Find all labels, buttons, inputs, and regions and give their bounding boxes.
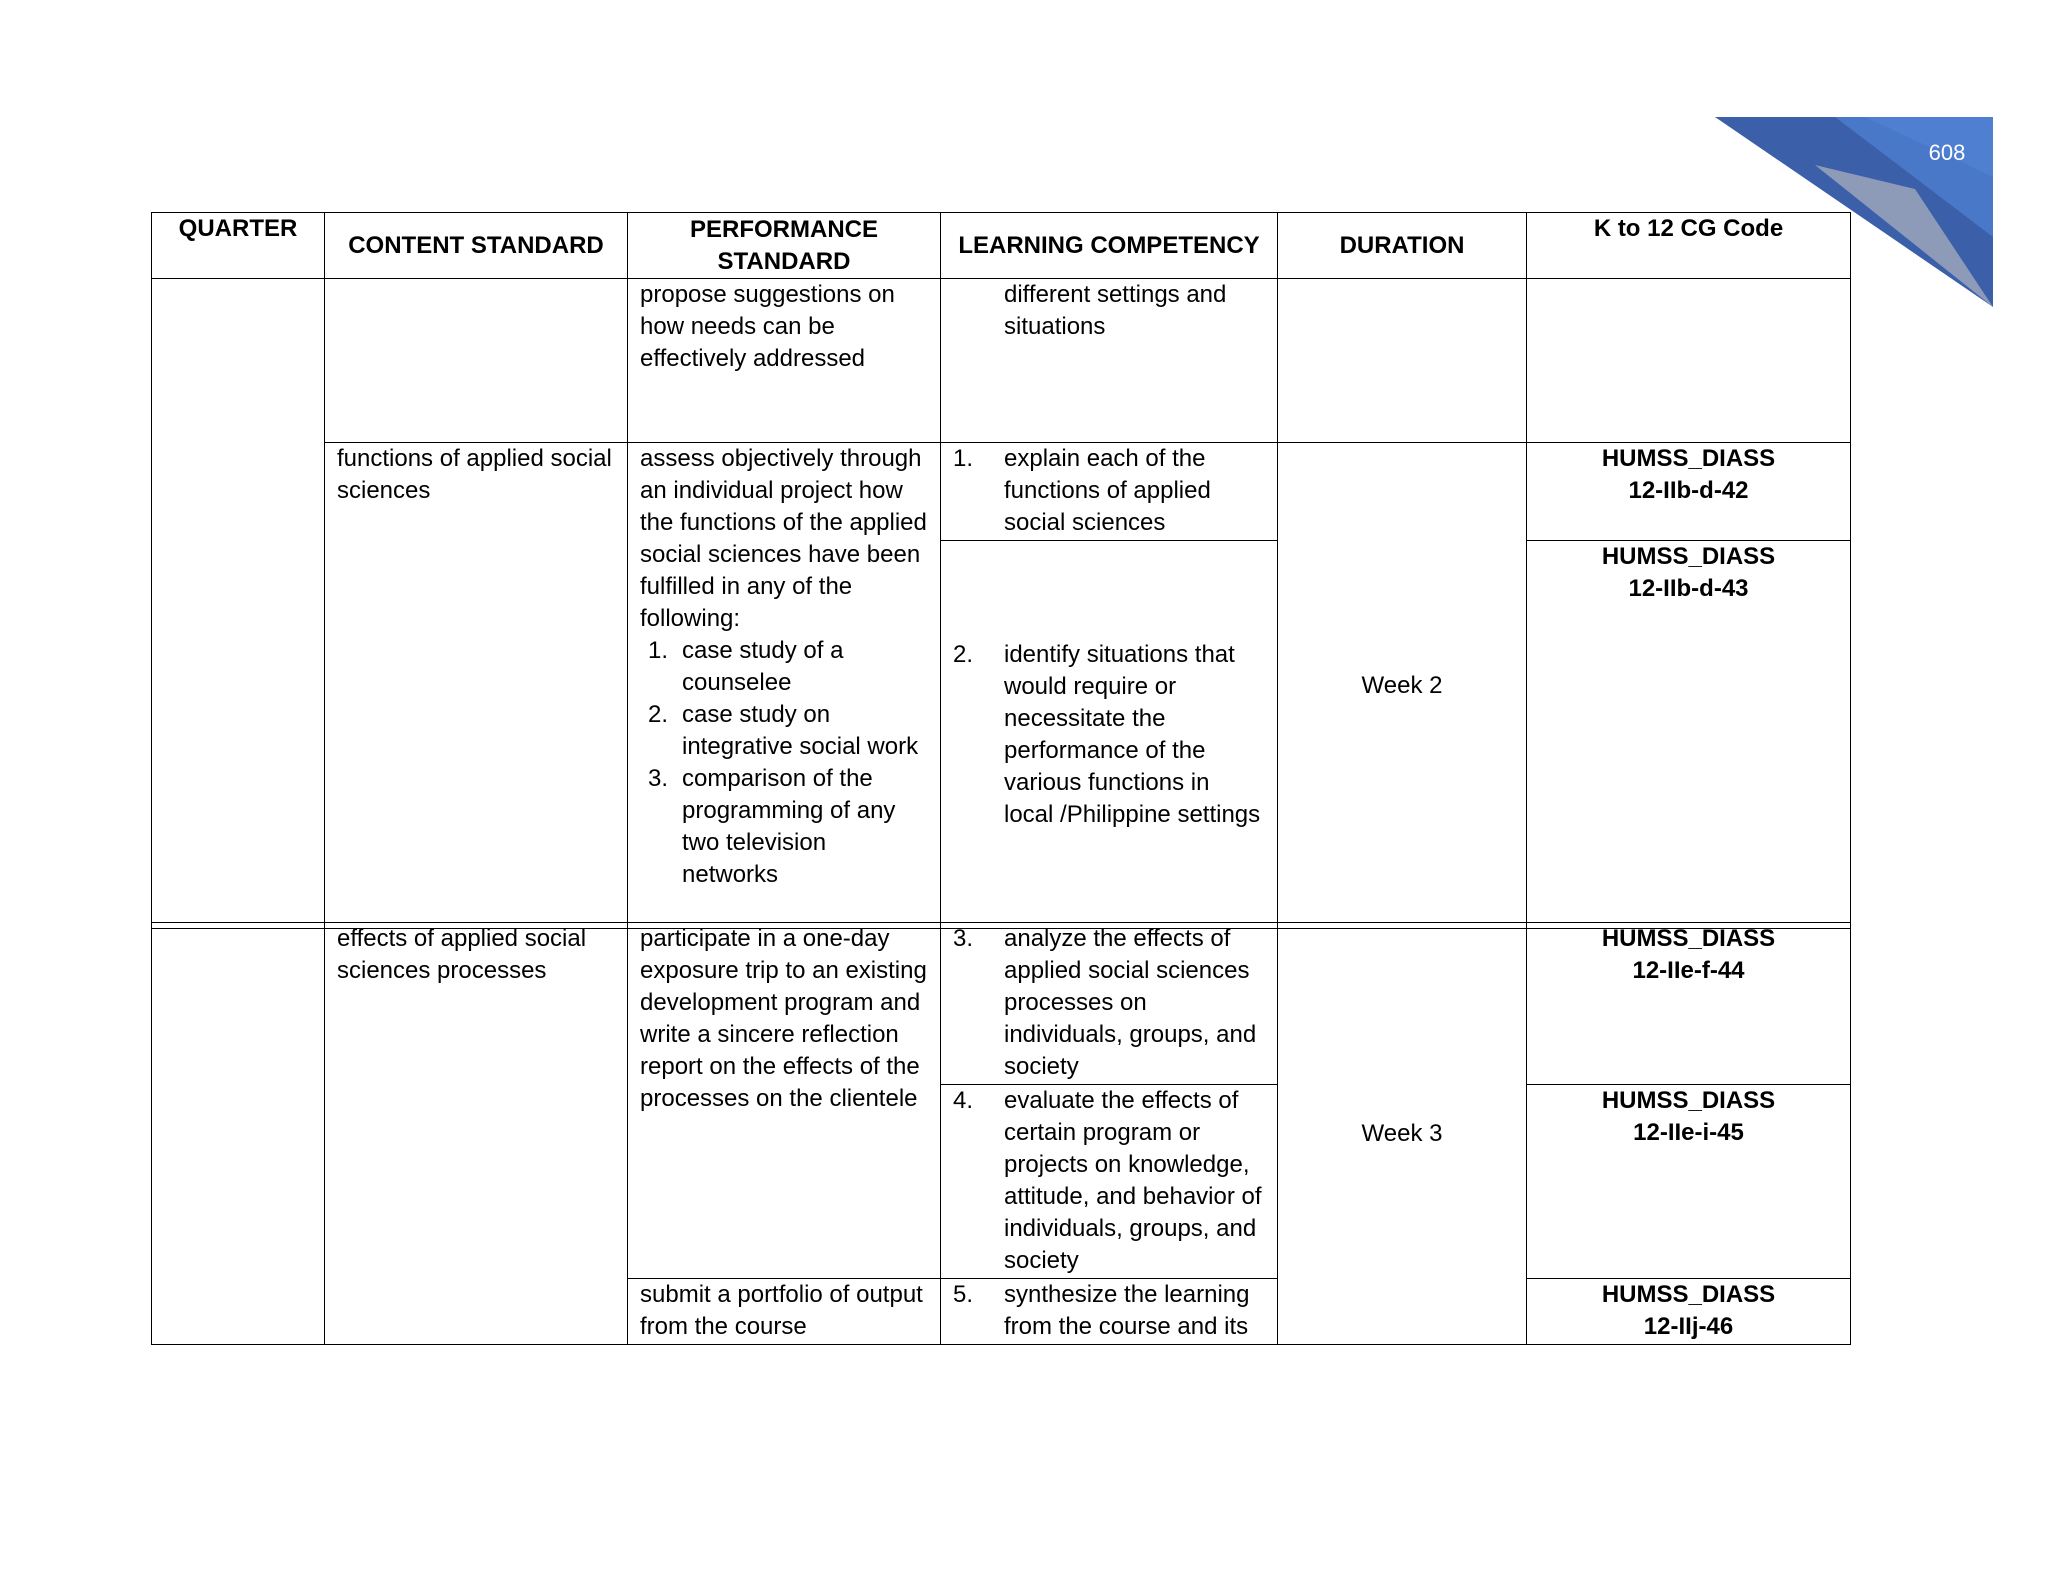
table-row <box>152 279 1851 443</box>
table-row <box>152 923 1851 1085</box>
performance-list <box>640 635 928 891</box>
competency-cell <box>941 1279 1278 1345</box>
competency-item: 4. evaluate the effects of certain program or projects on knowledge, attitude, and behavior of individuals, groups, and society <box>953 1087 1262 1274</box>
header-content-standard: CONTENT STANDARD <box>325 213 628 279</box>
quarter-cell <box>152 923 325 1345</box>
header-performance-standard: PERFORMANCE STANDARD <box>628 213 941 279</box>
header-row <box>152 213 1851 279</box>
code-cell: HUMSS_DIASS 12-IIb-d-42 <box>1527 443 1851 541</box>
header-code: K to 12 CG Code <box>1527 213 1851 279</box>
duration-cell <box>1278 279 1527 443</box>
code-cell: HUMSS_DIASS 12-IIe-i-45 <box>1527 1085 1851 1279</box>
code-cell <box>1527 279 1851 443</box>
competency-cell <box>941 541 1278 929</box>
code-cell: HUMSS_DIASS 12-IIe-f-44 <box>1527 923 1851 1085</box>
header-duration: DURATION <box>1278 213 1527 279</box>
content-cell: effects of applied social sciences processes <box>325 923 628 1345</box>
code-cell: HUMSS_DIASS 12-IIb-d-43 <box>1527 541 1851 929</box>
performance-cell: participate in a one-day exposure trip to an existing development program and write a sincere reflection report on the effects of the processes on the clientele <box>628 923 941 1279</box>
performance-cell <box>628 443 941 929</box>
performance-cell: submit a portfolio of output from the course <box>628 1279 941 1345</box>
competency-cell <box>941 279 1278 443</box>
competency-item: different settings and situations <box>1004 281 1227 340</box>
competency-cell <box>941 1085 1278 1279</box>
header-learning-competency: LEARNING COMPETENCY <box>941 213 1278 279</box>
code-cell: HUMSS_DIASS 12-IIj-46 <box>1527 1279 1851 1345</box>
competency-cell <box>941 923 1278 1085</box>
performance-intro: assess objectively through an individual project how the functions of the applied social sciences have been fulfilled in any of the following: <box>640 445 927 632</box>
competency-item: 5. synthesize the learning from the course and its <box>953 1281 1250 1340</box>
list-item: 3. comparison of the programming of any two television networks <box>647 765 896 888</box>
content-cell <box>325 279 628 443</box>
list-item: 1. case study of a counselee <box>647 637 844 696</box>
performance-cell: propose suggestions on how needs can be effectively addressed <box>628 279 941 443</box>
curriculum-table-lower <box>151 922 1851 1345</box>
content-cell: functions of applied social sciences <box>325 443 628 929</box>
header-quarter: QUARTER <box>152 213 325 279</box>
page-number: 608 <box>1928 140 1966 165</box>
curriculum-table <box>151 212 1851 929</box>
competency-item: 2. identify situations that would require or necessitate the performance of the various functions in local /Philippine settings <box>953 640 1261 828</box>
duration-cell: Week 3 <box>1278 923 1527 1345</box>
competency-cell <box>941 443 1278 541</box>
quarter-cell <box>152 279 325 929</box>
competency-item: 1. explain each of the functions of applied social sciences <box>953 445 1211 536</box>
competency-item: 3. analyze the effects of applied social sciences processes on individuals, groups, and society <box>953 925 1257 1080</box>
list-item: 2. case study on integrative social work <box>647 701 919 760</box>
table-row <box>152 443 1851 541</box>
duration-cell: Week 2 <box>1278 443 1527 929</box>
